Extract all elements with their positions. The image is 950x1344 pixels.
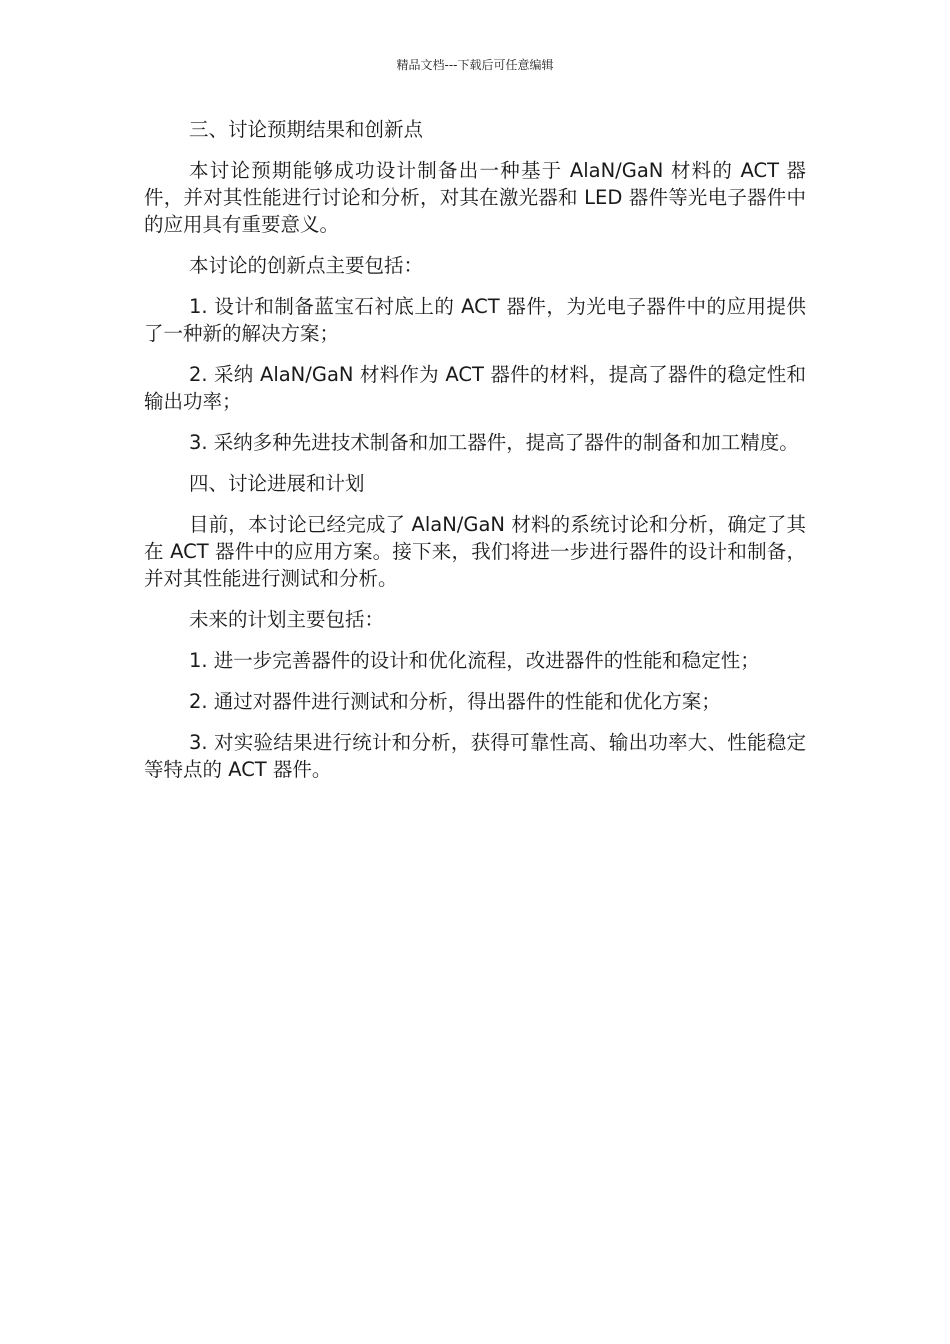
innovation-item-2: 2. 采纳 AlaN/GaN 材料作为 ACT 器件的材料，提高了器件的稳定性和输出功率； <box>144 363 806 413</box>
innovation-item-3: 3. 采纳多种先进技术制备和加工器件，提高了器件的制备和加工精度。 <box>189 431 799 454</box>
paragraph-current-progress: 目前，本讨论已经完成了 AlaN/GaN 材料的系统讨论和分析，确定了其在 ACT 器件中的应用方案。接下来，我们将进一步进行器件的设计和制备，并对其性能进行测试和分析。 <box>144 513 806 590</box>
paragraph-innovations-intro: 本讨论的创新点主要包括： <box>189 254 424 277</box>
innovation-item-1: 1. 设计和制备蓝宝石衬底上的 ACT 器件，为光电子器件中的应用提供了一种新的解决方案； <box>144 295 806 345</box>
plan-item-2: 2. 通过对器件进行测试和分析，得出器件的性能和优化方案； <box>189 690 721 713</box>
page-header: 精品文档---下载后可任意编辑 <box>396 58 554 72</box>
document-body <box>144 116 806 797</box>
section-heading-progress-plan: 四、讨论进展和计划 <box>189 472 365 495</box>
section-heading-expected-results: 三、讨论预期结果和创新点 <box>189 118 424 141</box>
paragraph-expected-results: 本讨论预期能够成功设计制备出一种基于 AlaN/GaN 材料的 ACT 器件，并对其性能进行讨论和分析，对其在激光器和 LED 器件等光电子器件中的应用具有重要意义。 <box>144 159 806 236</box>
plan-item-1: 1. 进一步完善器件的设计和优化流程，改进器件的性能和稳定性； <box>189 649 760 672</box>
plan-item-3: 3. 对实验结果进行统计和分析，获得可靠性高、输出功率大、性能稳定等特点的 ACT 器件。 <box>144 731 806 781</box>
paragraph-plan-intro: 未来的计划主要包括： <box>189 608 385 631</box>
